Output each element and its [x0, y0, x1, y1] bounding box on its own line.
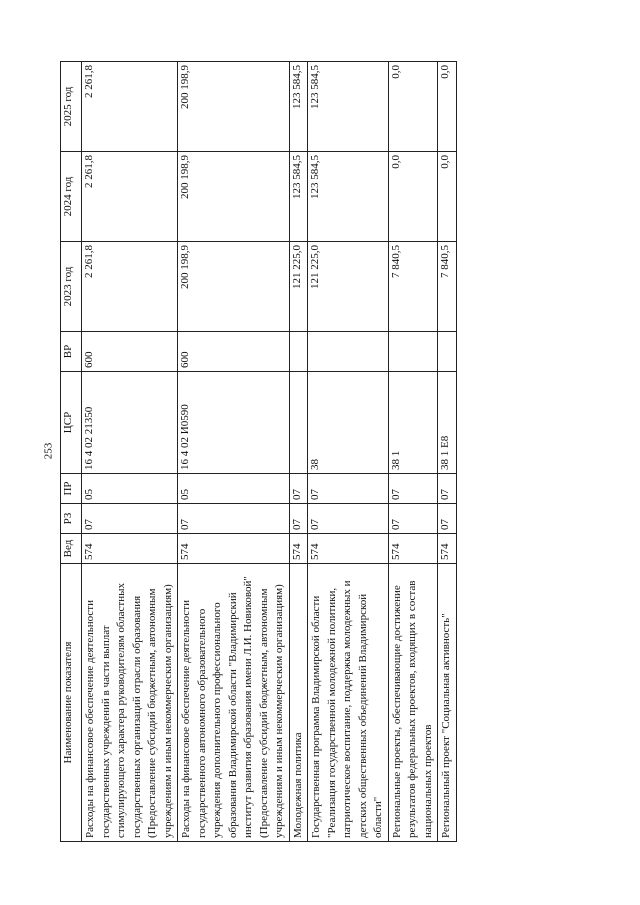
- row-ved: 574: [178, 534, 290, 564]
- row-csr: [289, 372, 308, 474]
- row-pr: 07: [438, 474, 457, 504]
- row-pr: 07: [289, 474, 308, 504]
- row-pr: 05: [178, 474, 290, 504]
- row-2025: 123 584,5: [289, 62, 308, 152]
- row-2024: 200 198,9: [178, 152, 290, 242]
- row-rz: 07: [388, 504, 438, 534]
- row-2024: 123 584,5: [289, 152, 308, 242]
- row-2023: 121 225,0: [289, 242, 308, 332]
- table-row: [178, 62, 290, 842]
- row-2023: 2 261,8: [82, 242, 178, 332]
- row-vr: [438, 332, 457, 372]
- row-name: Региональные проекты, обеспечивающие достижение результатов федеральных проектов, входящих в состав национальных проектов: [388, 564, 438, 842]
- row-csr: 38 1 Е8: [438, 372, 457, 474]
- row-name: Расходы на финансовое обеспечение деятельности государственного автономного образовательного учреждения дополнительного профессионального образования Владимирской области "Владимирский институт развития образования имени Л.И. Новиковой" (Предоставление субсидий бюджетным, автономным учреждениям и иным некоммерческим организациям): [178, 564, 290, 842]
- page-number: 253: [42, 442, 55, 460]
- header-2025: 2025 год: [61, 62, 82, 152]
- row-ved: 574: [438, 534, 457, 564]
- header-2024: 2024 год: [61, 152, 82, 242]
- row-2025: 0,0: [388, 62, 438, 152]
- row-2023: 7 840,5: [438, 242, 457, 332]
- row-pr: 07: [388, 474, 438, 504]
- header-2023: 2023 год: [61, 242, 82, 332]
- row-2024: 123 584,5: [308, 152, 389, 242]
- row-2025: 0,0: [438, 62, 457, 152]
- row-vr: [308, 332, 389, 372]
- table-row: [289, 62, 308, 842]
- row-csr: 16 4 02 21350: [82, 372, 178, 474]
- row-2024: 2 261,8: [82, 152, 178, 242]
- table-row: [438, 62, 457, 842]
- table-row: [308, 62, 389, 842]
- row-2023: 7 840,5: [388, 242, 438, 332]
- row-2025: 2 261,8: [82, 62, 178, 152]
- budget-table: [60, 61, 457, 842]
- row-pr: 07: [308, 474, 389, 504]
- row-name: Региональный проект "Социальная активность": [438, 564, 457, 842]
- row-rz: 07: [438, 504, 457, 534]
- table-row: [388, 62, 438, 842]
- row-2024: 0,0: [388, 152, 438, 242]
- row-2024: 0,0: [438, 152, 457, 242]
- header-ved: Вед: [61, 534, 82, 564]
- rotated-page-content: [60, 62, 590, 842]
- row-ved: 574: [388, 534, 438, 564]
- header-csr: ЦСР: [61, 372, 82, 474]
- header-pr: ПР: [61, 474, 82, 504]
- row-2025: 200 198,9: [178, 62, 290, 152]
- table-header-row: [61, 62, 82, 842]
- row-name: Расходы на финансовое обеспечение деятельности государственных учреждений в части выплат стимулирующего характера руководителям областных государственных организаций отрасли образования (Предоставление субсидий бюджетным, автономным учреждениям и иным некоммерческим организациям): [82, 564, 178, 842]
- row-pr: 05: [82, 474, 178, 504]
- row-ved: 574: [289, 534, 308, 564]
- row-2025: 123 584,5: [308, 62, 389, 152]
- row-name: Молодежная политика: [289, 564, 308, 842]
- row-rz: 07: [308, 504, 389, 534]
- row-name: Государственная программа Владимирской области "Реализация государственной молодежной политики, патриотическое воспитание, поддержка молодежных и детских общественных объединений Владимирской области": [308, 564, 389, 842]
- row-2023: 121 225,0: [308, 242, 389, 332]
- row-ved: 574: [82, 534, 178, 564]
- row-ved: 574: [308, 534, 389, 564]
- row-vr: 600: [82, 332, 178, 372]
- row-2023: 200 198,9: [178, 242, 290, 332]
- row-vr: [388, 332, 438, 372]
- header-rz: РЗ: [61, 504, 82, 534]
- header-name: Наименование показателя: [61, 564, 82, 842]
- row-vr: 600: [178, 332, 290, 372]
- row-rz: 07: [82, 504, 178, 534]
- row-csr: 16 4 02 И0590: [178, 372, 290, 474]
- header-vr: ВР: [61, 332, 82, 372]
- row-rz: 07: [178, 504, 290, 534]
- row-rz: 07: [289, 504, 308, 534]
- row-vr: [289, 332, 308, 372]
- row-csr: 38 1: [388, 372, 438, 474]
- row-csr: 38: [308, 372, 389, 474]
- table-row: [82, 62, 178, 842]
